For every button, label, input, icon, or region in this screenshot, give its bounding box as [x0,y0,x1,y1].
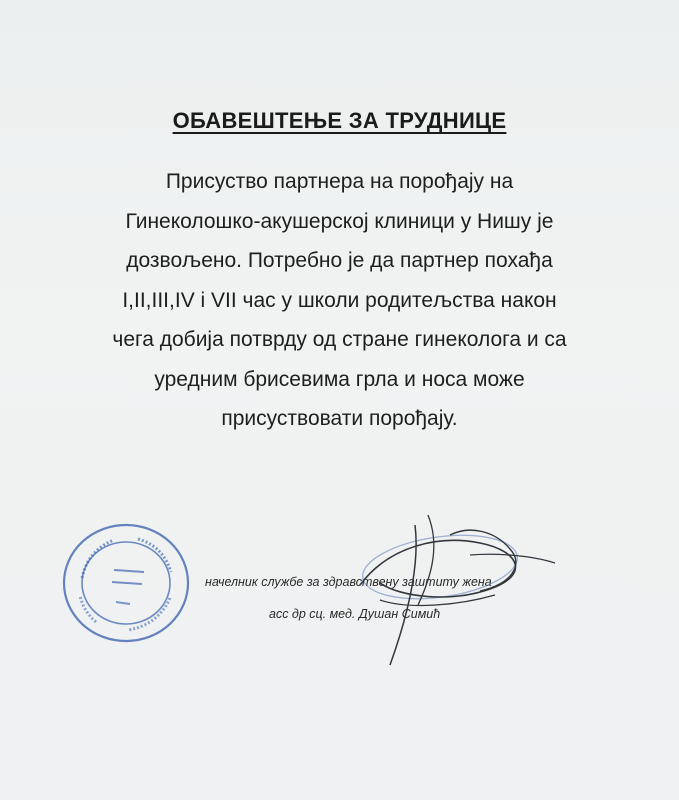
body-line-6: уредним брисевима грла и носа може [154,367,525,391]
handwritten-signature [320,505,570,675]
body-line-7: присуствовати порођају. [221,407,458,430]
body-line-5: чега добија потврду од стране гинеколога и са [112,328,567,351]
position-title: начелник службе за здравствену заштиту жена [205,575,492,589]
body-line-1: Присуство партнера на порођају на [165,170,514,193]
signatory-name: асс др сц. мед. Душан Симић [269,607,441,621]
body-line-4: I,II,III,IV i VII час у школи родитељства након [122,288,557,312]
body-line-2: Гинеколошко-акушерској клиници у Нишу је [125,209,554,233]
notice-body [0,162,679,439]
official-stamp [58,520,194,646]
notice-title: ОБАВЕШТЕЊЕ ЗА ТРУДНИЦЕ [172,108,507,133]
body-line-3: дозвољено. Потребно је да партнер похађа [126,249,553,272]
